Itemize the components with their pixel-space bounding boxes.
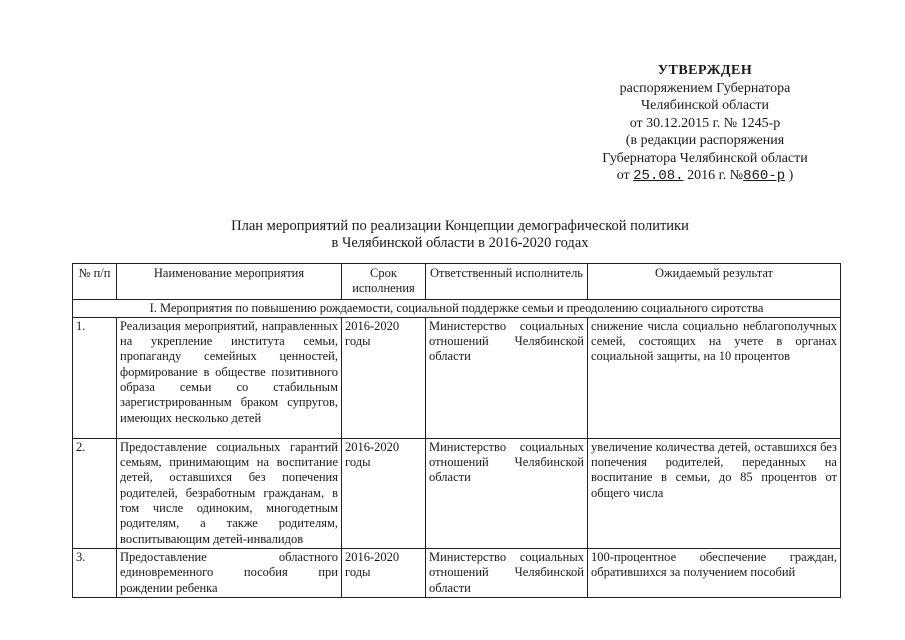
title-line-2: в Челябинской области в 2016-2020 годах [331,235,589,251]
date-close: ) [788,168,794,183]
section-title: I. Мероприятия по повышению рождаемости, социальной поддержке семьи и преодолению социального сиротства [73,299,841,317]
plan-table [72,263,841,598]
order-number: 860-р [743,168,786,184]
row-num: 1. [73,317,117,438]
date-prefix: от [616,168,630,183]
title-line-1: План мероприятий по реализации Концепции демографической политики [231,218,689,234]
row-result: увеличение количества детей, оставшихся без попечения родителей, переданных на воспитание в семьи, до 85 процентов от общего числа [588,438,841,548]
header-result: Ожидаемый результат [588,264,841,300]
date-value: 25.08. [633,168,684,184]
row-result: снижение числа социально неблагополучных семей, состоящих на учете в органах социальной защиты, на 10 процентов [588,317,841,438]
approval-line: от 30.12.2015 г. № 1245-р [629,115,781,131]
approval-line: распоряжением Губернатора [619,80,791,96]
approval-line: Губернатора Челябинской области [602,150,808,166]
table-header-row [73,264,841,300]
row-term: 2016-2020 годы [342,317,426,438]
row-term: 2016-2020 годы [342,438,426,548]
row-num: 3. [73,548,117,597]
approval-heading: УТВЕРЖДЕН [657,63,753,78]
table-row [73,317,841,438]
header-name: Наименование мероприятия [117,264,342,300]
row-name: Предоставление областного единовременного пособия при рождении ребенка [117,548,342,597]
table-row [73,548,841,597]
approval-line: Челябинской области [641,98,769,113]
section-row [73,299,841,317]
approval-line: (в редакции распоряжения [625,133,785,148]
row-result: 100-процентное обеспечение граждан, обратившихся за получением пособий [588,548,841,597]
amendment-date-line [560,167,850,186]
approval-block [560,62,850,186]
header-term: Срок исполнения [342,264,426,300]
table-row [73,438,841,548]
row-term: 2016-2020 годы [342,548,426,597]
row-exec: Министерство социальных отношений Челябинской области [426,438,588,548]
row-exec: Министерство социальных отношений Челябинской области [426,548,588,597]
row-name: Предоставление социальных гарантий семьям, принимающим на воспитание детей, оставшихся без попечения родителей, безработным гражданам, в том числе одиноким, многодетным родителям, а также родителям, воспитывающим детей-инвалидов [117,438,342,548]
document-title [100,218,820,252]
date-year: 2016 г. № [687,168,744,183]
header-exec: Ответственный исполнитель [426,264,588,300]
row-exec: Министерство социальных отношений Челябинской области [426,317,588,438]
row-name: Реализация мероприятий, направленных на укрепление института семьи, пропаганду семейных ценностей, формирование в обществе позитивного образа семьи со стабильным зарегистрированным браком супругов, имеющих несколько детей [117,317,342,438]
row-num: 2. [73,438,117,548]
header-num: № п/п [73,264,117,300]
